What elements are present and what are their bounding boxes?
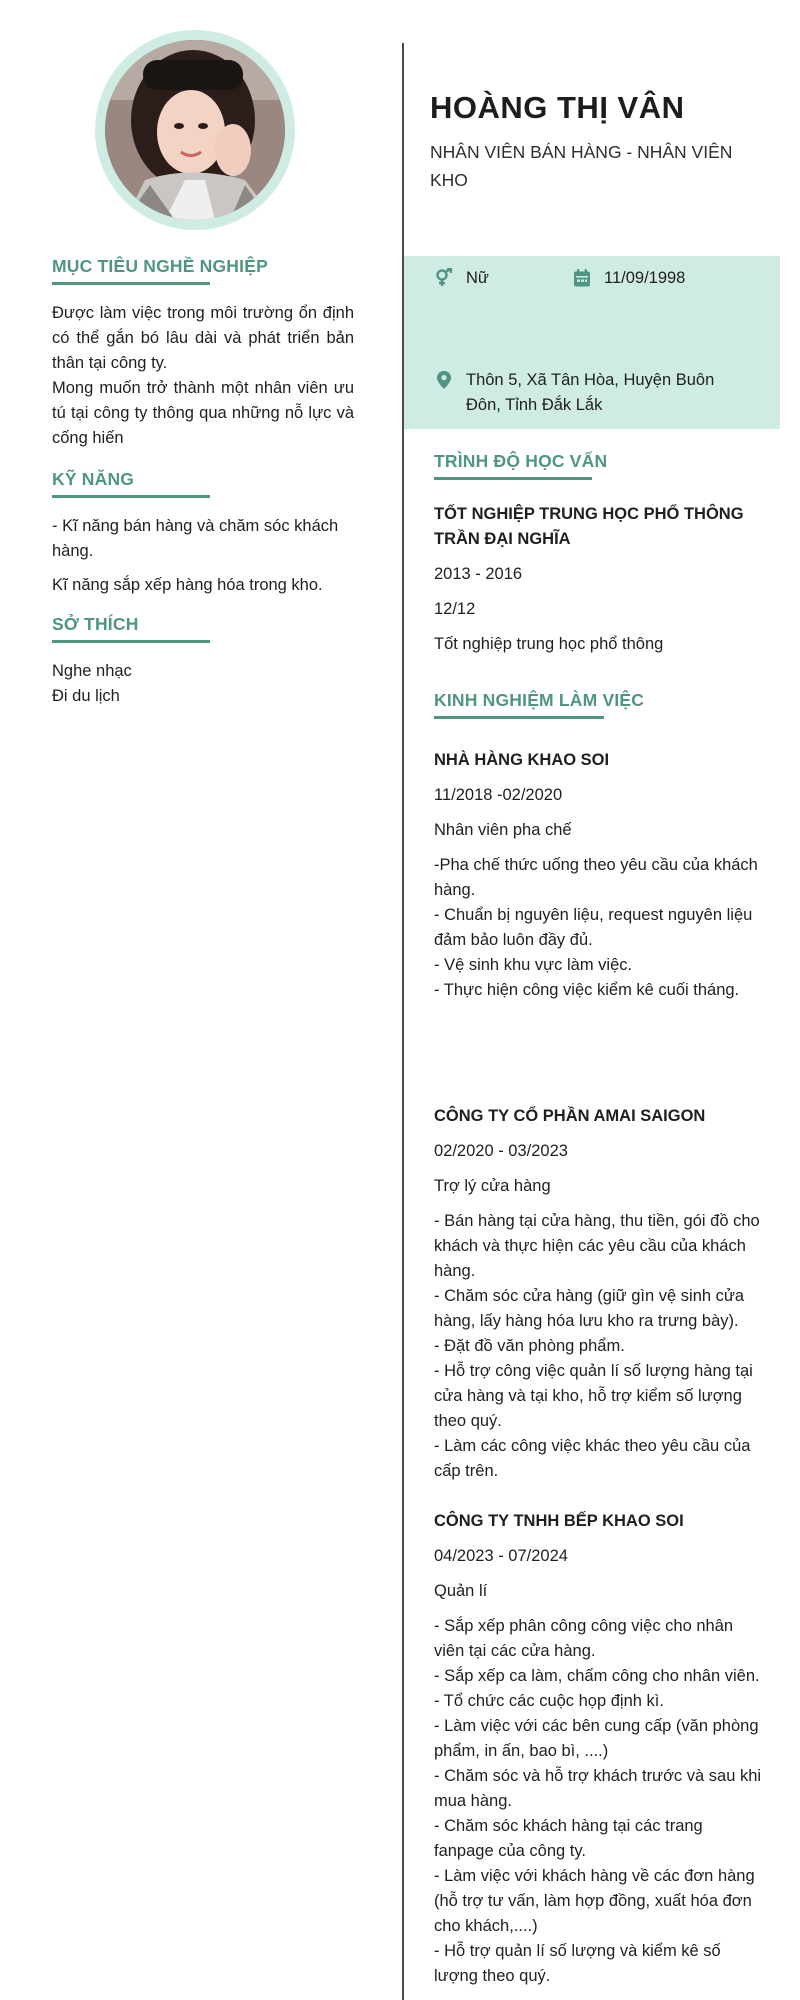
personal-info-box: [404, 256, 780, 429]
job-role: Nhân viên pha chế: [434, 821, 572, 839]
education-note: Tốt nghiệp trung học phổ thông: [434, 635, 664, 653]
school-name: TỐT NGHIỆP TRUNG HỌC PHỔ THÔNG TRẦN ĐẠI NGHĨA: [434, 505, 744, 548]
avatar-ring: [95, 30, 295, 230]
objective-section: [52, 256, 354, 451]
job-duty: - Hỗ trợ quản lí số lượng và kiểm kê số lượng theo quý.: [434, 1942, 721, 1985]
gender-value: Nữ: [466, 269, 489, 287]
job-company: CÔNG TY TNHH BẾP KHAO SOI: [434, 1512, 684, 1530]
skill-item: - Kĩ năng bán hàng và chăm sóc khách hàng.: [52, 517, 339, 560]
education-grade: 12/12: [434, 600, 476, 618]
education-period: 2013 - 2016: [434, 565, 523, 583]
job-duty: - Chăm sóc khách hàng tại các trang fanpage của công ty.: [434, 1817, 703, 1860]
skills-title: KỸ NĂNG: [52, 469, 135, 489]
job-entry: [434, 1104, 764, 1484]
birthday-item: [572, 266, 685, 291]
job-duty: - Chăm sóc cửa hàng (giữ gìn vệ sinh cửa hàng, lấy hàng hóa lưu kho ra trưng bày).: [434, 1287, 745, 1330]
job-period: 04/2023 - 07/2024: [434, 1547, 568, 1565]
job-duty: - Hỗ trợ công việc quản lí số lượng hàng tại cửa hàng và tại kho, hỗ trợ kiểm số lượng theo quý.: [434, 1362, 753, 1430]
job-entry: [434, 1509, 764, 1989]
job-period: 02/2020 - 03/2023: [434, 1142, 568, 1160]
calendar-icon: [572, 268, 592, 288]
education-section: [434, 451, 764, 657]
job-role: Trợ lý cửa hàng: [434, 1177, 551, 1195]
job-duty: - Làm việc với các bên cung cấp (văn phòng phẩm, in ấn, bao bì, ....): [434, 1717, 759, 1760]
job-duty: - Thực hiện công việc kiểm kê cuối tháng.: [434, 981, 740, 999]
hobby-item: Nghe nhạc: [52, 662, 132, 680]
avatar: [105, 40, 285, 220]
hobbies-title: SỞ THÍCH: [52, 614, 139, 634]
gender-item: [434, 266, 489, 291]
job-entry: [434, 748, 764, 1003]
job-duty: - Bán hàng tại cửa hàng, thu tiền, gói đồ cho khách và thực hiện các yêu cầu của khách hàng.: [434, 1212, 760, 1280]
experience-section: [434, 690, 764, 719]
job-duty: - Tổ chức các cuộc họp định kì.: [434, 1692, 664, 1710]
avatar-photo: [105, 40, 285, 220]
skill-item: Kĩ năng sắp xếp hàng hóa trong kho.: [52, 576, 323, 594]
objective-title: MỤC TIÊU NGHỀ NGHIỆP: [52, 256, 268, 276]
job-company: NHÀ HÀNG KHAO SOI: [434, 751, 610, 769]
education-title: TRÌNH ĐỘ HỌC VẤN: [434, 451, 608, 471]
experience-underline: [434, 716, 604, 719]
experience-title: KINH NGHIỆM LÀM VIỆC: [434, 690, 645, 710]
job-duty: - Chăm sóc và hỗ trợ khách trước và sau khi mua hàng.: [434, 1767, 762, 1810]
hobbies-section: [52, 614, 354, 709]
objective-text-1: Được làm việc trong môi trường ổn định có thể gắn bó lâu dài và phát triển bản thân tại công ty.: [52, 304, 354, 372]
birthday-value: 11/09/1998: [604, 269, 686, 287]
job-duty: - Đặt đồ văn phòng phẩm.: [434, 1337, 625, 1355]
job-title: NHÂN VIÊN BÁN HÀNG - NHÂN VIÊN KHO: [430, 142, 733, 190]
address-item: [434, 368, 734, 418]
job-duty: - Sắp xếp ca làm, chấm công cho nhân viên.: [434, 1667, 760, 1685]
job-duty: - Làm các công việc khác theo yêu cầu của cấp trên.: [434, 1437, 751, 1480]
skills-section: [52, 469, 354, 598]
job-duty: -Pha chế thức uống theo yêu cầu của khách hàng.: [434, 856, 758, 899]
job-duty: - Sắp xếp phân công công việc cho nhân viên tại các cửa hàng.: [434, 1617, 734, 1660]
hobby-item: Đi du lịch: [52, 687, 120, 705]
job-duty: - Chuẩn bị nguyên liệu, request nguyên liệu đảm bảo luôn đầy đủ.: [434, 906, 753, 949]
location-pin-icon: [434, 370, 454, 390]
full-name: HOÀNG THỊ VÂN: [430, 90, 685, 125]
job-duty: - Làm việc với khách hàng về các đơn hàng (hỗ trợ tư vấn, làm hợp đồng, xuất hóa đơn cho khách,....): [434, 1867, 755, 1935]
job-role: Quản lí: [434, 1582, 488, 1600]
gender-icon: [434, 268, 454, 288]
job-company: CÔNG TY CỔ PHẦN AMAI SAIGON: [434, 1107, 706, 1125]
address-value: Thôn 5, Xã Tân Hòa, Huyện Buôn Đôn, Tỉnh Đắk Lắk: [466, 371, 715, 414]
job-duty: - Vệ sinh khu vực làm việc.: [434, 956, 633, 974]
job-period: 11/2018 -02/2020: [434, 786, 563, 804]
objective-text-2: Mong muốn trở thành một nhân viên ưu tú tại công ty thông qua những nỗ lực và cống hiến: [52, 379, 354, 447]
